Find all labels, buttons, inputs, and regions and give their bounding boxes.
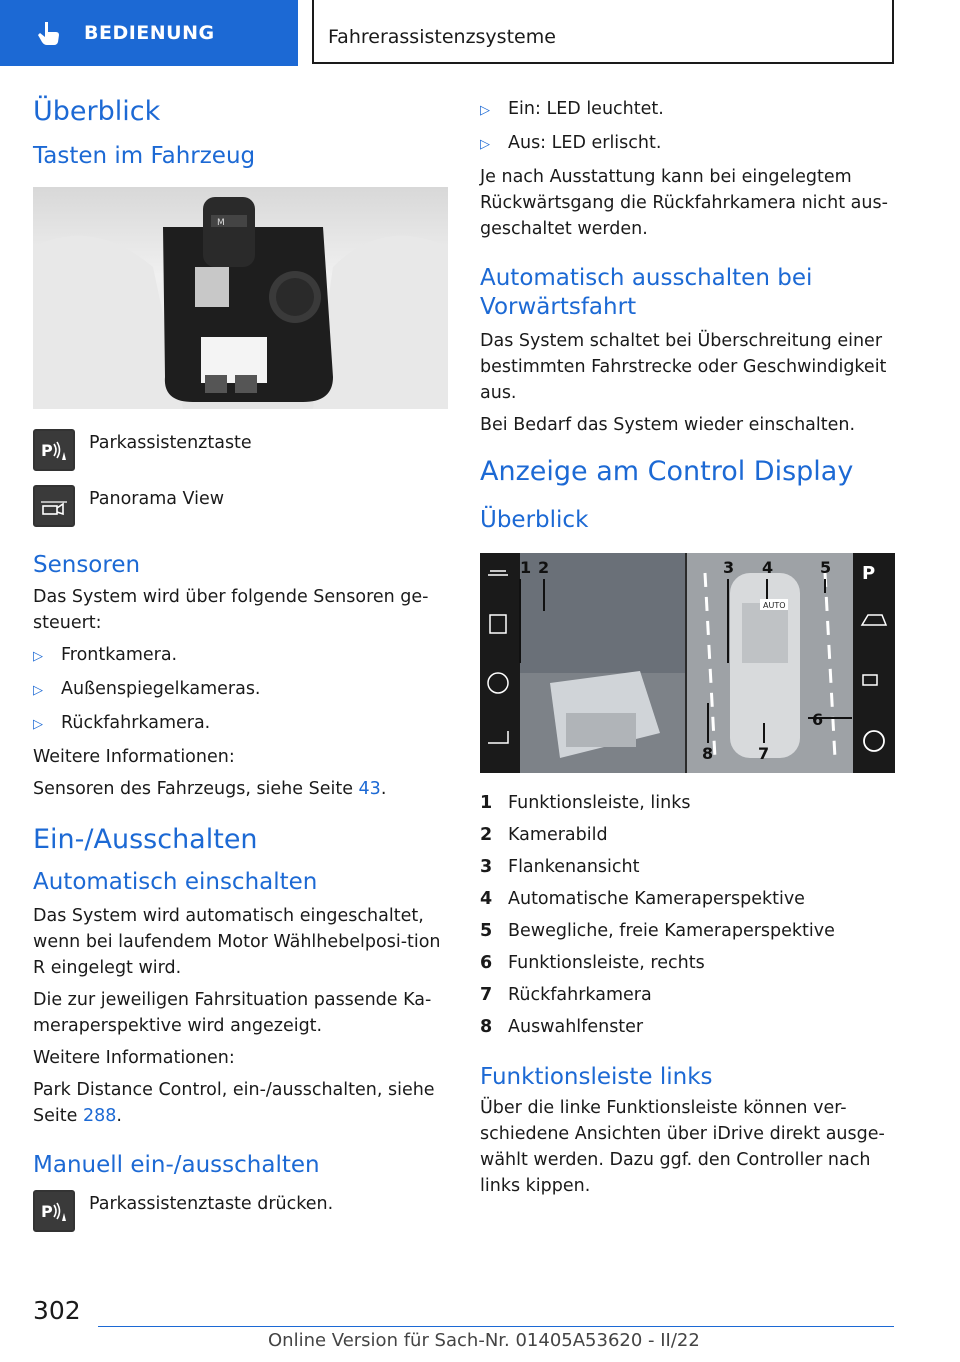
page-link-43[interactable]: 43 (358, 778, 381, 799)
auto-ein-text-2: Die zur jeweiligen Fahrsituation passende Ka-meraperspektive wird angezeigt. (33, 990, 432, 1037)
svg-text:P: P (41, 1201, 53, 1221)
list-item: 4 Automatische Kameraperspektive (480, 888, 805, 909)
list-item: 6 Funktionsleiste, rechts (480, 952, 705, 973)
panorama-button-row (33, 485, 453, 527)
callout-4: 4 (762, 557, 774, 577)
callout-6: 6 (812, 709, 824, 729)
led-note: Je nach Ausstattung kann bei eingelegtem Rückwärtsgang die Rückfahrkamera nicht aus-geschaltet werden. (480, 167, 888, 239)
heading-funktionsleiste: Funktionsleiste links (480, 1063, 713, 1090)
list-item: 7 Rückfahrkamera (480, 984, 652, 1005)
sensoren-intro: Das System wird über folgende Sensoren ge-steuert: (33, 586, 429, 633)
sensoren-reference: Sensoren des Fahrzeugs, siehe Seite 43. (33, 778, 387, 799)
list-item: 8 Auswahlfenster (480, 1016, 644, 1037)
callout-2: 2 (538, 557, 550, 577)
svg-text:P: P (41, 441, 53, 461)
svg-text:M: M (217, 218, 225, 229)
heading-einaus: Ein-/Ausschalten (33, 823, 258, 855)
console-photo (33, 187, 448, 409)
list-item: 1 Funktionsleiste, links (480, 792, 691, 813)
parking-assist-icon (33, 429, 75, 471)
list-item: 5 Bewegliche, freie Kameraperspektive (480, 920, 835, 941)
callout-7: 7 (758, 743, 770, 763)
legend-list (480, 787, 900, 1043)
chapter-label: Fahrerassistenzsysteme (328, 26, 556, 48)
callout-5: 5 (820, 557, 832, 577)
weitere-info-2: Weitere Informationen: (33, 1048, 235, 1069)
manuell-text: Parkassistenztaste drücken. (89, 1193, 334, 1214)
heading-auto-ein: Automatisch einschalten (33, 869, 318, 896)
pdc-reference: Park Distance Control, ein-/ausschalten, siehe Seite 288. (33, 1080, 435, 1127)
section-label: BEDIENUNG (84, 22, 215, 44)
heading-manuell: Manuell ein-/ausschalten (33, 1152, 320, 1179)
auto-aus-text-1: Das System schaltet bei Überschreitung einer bestimmten Fahrstrecke oder Geschwindigkeit aus. (480, 330, 887, 403)
page-header (0, 0, 960, 66)
control-display-screenshot (480, 553, 895, 773)
list-item: ▷ Ein: LED leuchtet. (480, 99, 664, 119)
left-column (33, 96, 453, 1246)
list-item: ▷ Aus: LED erlischt. (480, 133, 662, 153)
parking-assist-icon (33, 1190, 75, 1232)
list-item: 2 Kamerabild (480, 824, 608, 845)
right-column (480, 96, 900, 1205)
footer-divider (98, 1326, 894, 1327)
auto-badge: AUTO (763, 600, 786, 610)
heading-anzeige: Anzeige am Control Display (480, 455, 854, 487)
heading-tasten: Tasten im Fahrzeug (33, 143, 256, 170)
panorama-view-icon (33, 485, 75, 527)
callout-8: 8 (702, 743, 714, 763)
chapter-tab (312, 0, 894, 64)
footer-online-version: Online Version für Sach-Nr. 01405A53620 - II/22 (268, 1330, 700, 1351)
heading-auto-aus: Automatisch ausschalten bei Vorwärtsfahrt (480, 265, 813, 320)
park-button-row (33, 429, 453, 471)
heading-ueberblick-2: Überblick (480, 506, 589, 533)
list-item: 3 Flankenansicht (480, 856, 640, 877)
manuell-row (33, 1190, 453, 1232)
page-link-288[interactable]: 288 (82, 1106, 117, 1127)
list-item: ▷ Frontkamera. (33, 644, 178, 665)
hand-pointer-icon (36, 20, 62, 46)
weitere-info-1: Weitere Informationen: (33, 746, 235, 767)
heading-ueberblick: Überblick (33, 96, 161, 127)
callout-1: 1 (520, 557, 532, 577)
callout-3: 3 (723, 557, 735, 577)
auto-aus-text-2: Bei Bedarf das System wieder einschalten. (480, 414, 856, 435)
list-item: ▷ Außenspiegelkameras. (33, 678, 261, 699)
auto-ein-text-1: Das System wird automatisch eingeschaltet, wenn bei laufendem Motor Wählhebelposi-tion R eingelegt wird. (33, 906, 441, 979)
svg-text:P: P (862, 562, 876, 584)
page-number: 302 (33, 1296, 81, 1325)
panorama-button-label: Panorama View (89, 489, 225, 510)
park-button-label: Parkassistenztaste (89, 433, 252, 454)
section-tab (0, 0, 298, 66)
console-photo-illustration (33, 187, 448, 409)
heading-sensoren: Sensoren (33, 552, 141, 579)
list-item: ▷ Rückfahrkamera. (33, 712, 211, 733)
control-display-illustration (480, 553, 895, 773)
funktionsleiste-text: Über die linke Funktionsleiste können ver-schiedene Ansichten über iDrive direkt ausge-wählt werden. Dazu ggf. den Controller nach links kippen. (480, 1098, 885, 1197)
